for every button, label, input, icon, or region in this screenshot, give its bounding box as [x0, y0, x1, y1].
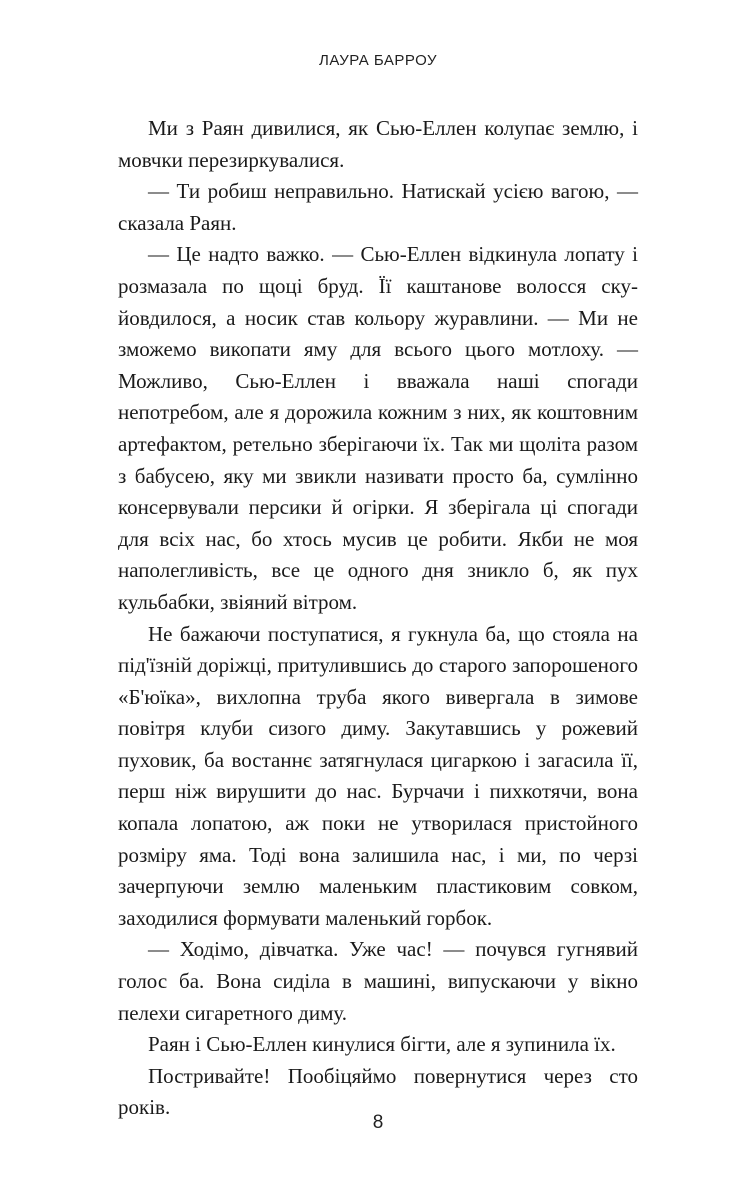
paragraph: Постривайте! Пообіцяймо повернутися через сто років. [118, 1063, 638, 1120]
paragraph: Не бажаючи поступатися, я гукнула ба, що стояла на під'їзній доріжці, притулившись до старого запорошеного «Б'юїка», вихлопна труба якого вивергала в зимове повітря клуби сизого диму. Закутавшись у рожевий пуховик, ба востаннє затягнулася цигаркою і загасила її, перш ніж вирушити до нас. Бурчачи і пихкотячи, вона копала лопатою, аж поки не утворилася пристойного розміру яма. Тоді вона залишила нас, і ми, по черзі зачерпуючи землю маленьким пластиковим совком, заходилися формувати маленький горбок. [118, 621, 638, 930]
running-header-author: ЛАУРА БАРРОУ [319, 52, 437, 69]
paragraph: Ми з Раян дивилися, як Сью-Еллен колупає землю, і мовчки перезиркувалися. [118, 116, 638, 172]
paragraph: — Ти робиш неправильно. Натискай усією вагою, — сказала Раян. [118, 179, 638, 235]
page-number: 8 [372, 1112, 384, 1133]
paragraph: — Це надто важко. — Сью-Еллен відкинула лопату і розмазала по щоці бруд. Її каштанове волосся скуйовдилося, а носик став кольору журавлини. — Ми не зможемо викопати яму для всього цього мотлоху. — Можливо, Сью-Еллен і вважала наші спогади непотребом, але я дорожила кожним з них, як коштовним артефактом, ретельно зберігаючи їх. Так ми щоліта разом з бабусею, яку ми звикли називати просто ба, сумлінно консервували персики й огірки. Я зберігала ці спогади для всіх нас, бо хтось мусив це робити. Якби не моя наполегливість, все це одного дня зникло б, як пух кульбабки, звіяний вітром. [118, 242, 638, 614]
body-text [118, 113, 638, 1124]
paragraph: — Ходімо, дівчатка. Уже час! — почувся гугнявий голос ба. Вона сиділа в машині, випускаючи у вікно пелехи сигаретного диму. [118, 937, 638, 1025]
paragraph: Раян і Сью-Еллен кинулися бігти, але я зупинила їх. [148, 1032, 616, 1057]
